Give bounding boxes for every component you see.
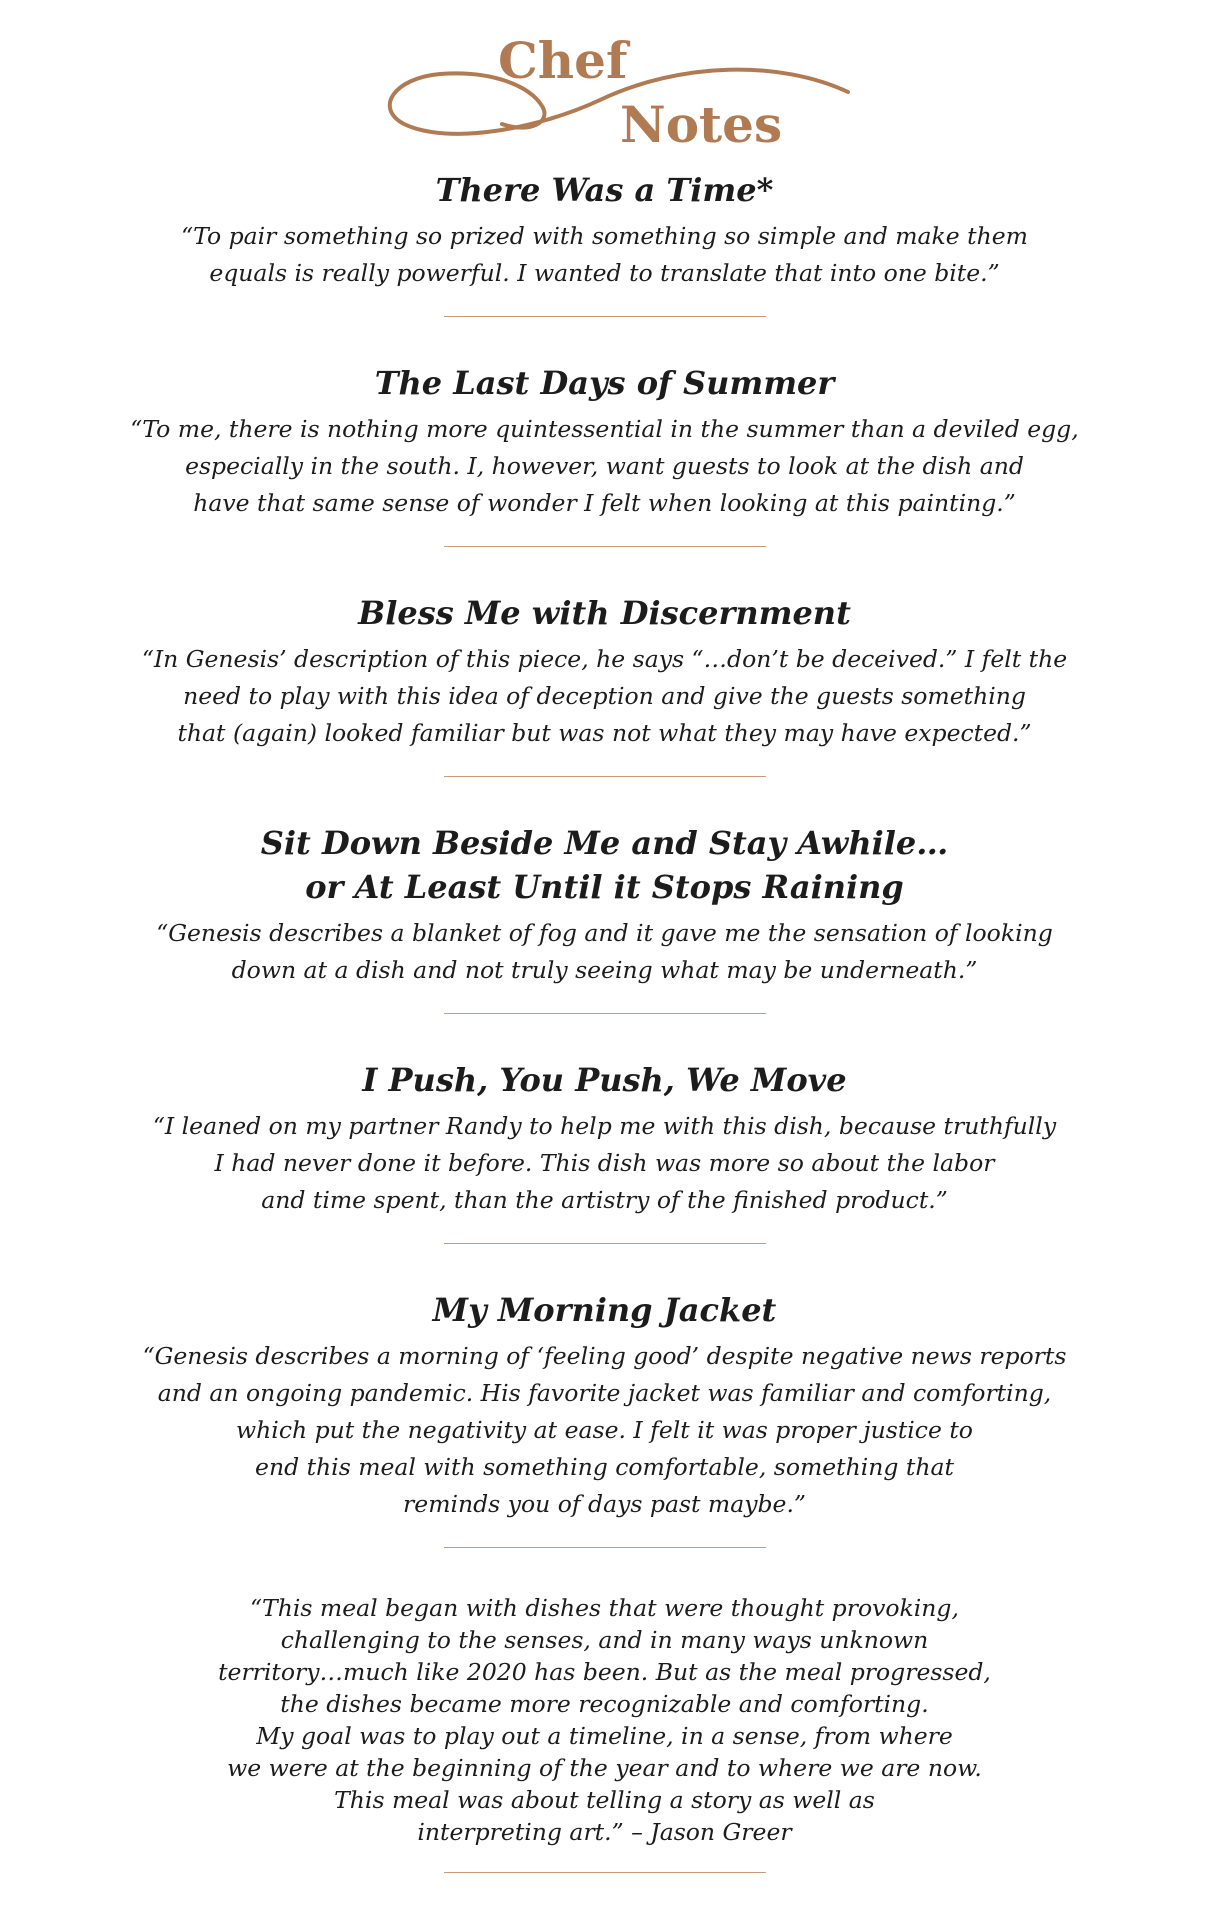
dish-title [0, 1288, 1209, 1332]
section-divider [444, 1872, 766, 1873]
note-section [0, 821, 1209, 1014]
dish-title-line: Sit Down Beside Me and Stay Awhile… [260, 824, 949, 862]
quote-line: have that same sense of wonder I felt when looking at this painting.” [193, 489, 1016, 517]
closing-section [0, 1592, 1209, 1873]
dish-title [0, 168, 1209, 212]
quote-line: “To me, there is nothing more quintessential in the summer than a deviled egg, [130, 415, 1079, 443]
quote-line: “Genesis describes a morning of ‘feeling good’ despite negative news reports [142, 1342, 1067, 1370]
quote-line: “I leaned on my partner Randy to help me with this dish, because truthfully [152, 1112, 1057, 1140]
note-section [0, 1058, 1209, 1244]
closing-line: we were at the beginning of the year and to where we are now. [227, 1754, 982, 1782]
chef-quote [0, 1338, 1209, 1523]
quote-line: reminds you of days past maybe.” [403, 1490, 806, 1518]
quote-line: need to play with this idea of deception and give the guests something [183, 682, 1026, 710]
chef-quote [0, 411, 1209, 522]
quote-line: and time spent, than the artistry of the finished product.” [261, 1186, 948, 1214]
section-divider [444, 546, 766, 547]
dish-title-line: The Last Days of Summer [374, 364, 835, 402]
chef-quote [0, 641, 1209, 752]
dish-title-line: or At Least Until it Stops Raining [305, 868, 904, 906]
closing-line: the dishes became more recognizable and comforting. [280, 1690, 929, 1718]
closing-line: interpreting art.” – Jason Greer [417, 1818, 792, 1846]
quote-line: “Genesis describes a blanket of fog and it gave me the sensation of looking [156, 919, 1053, 947]
note-section [0, 168, 1209, 317]
note-section [0, 1288, 1209, 1548]
dish-title-line: My Morning Jacket [432, 1291, 777, 1329]
section-divider [444, 1547, 766, 1548]
section-divider [444, 1243, 766, 1244]
dish-title-line: There Was a Time* [435, 171, 774, 209]
quote-line: I had never done it before. This dish was more so about the labor [214, 1149, 995, 1177]
quote-line: equals is really powerful. I wanted to translate that into one bite.” [209, 259, 1000, 287]
quote-line: that (again) looked familiar but was not what they may have expected.” [177, 719, 1032, 747]
note-section [0, 361, 1209, 547]
quote-line: and an ongoing pandemic. His favorite jacket was familiar and comforting, [157, 1379, 1052, 1407]
section-divider [444, 316, 766, 317]
dish-title [0, 361, 1209, 405]
dish-title-line: I Push, You Push, We Move [362, 1061, 847, 1099]
closing-quote [0, 1592, 1209, 1848]
chef-notes-content [0, 168, 1209, 1873]
section-divider [444, 776, 766, 777]
section-divider [444, 1013, 766, 1014]
quote-line: end this meal with something comfortable, something that [255, 1453, 954, 1481]
quote-line: which put the negativity at ease. I felt it was proper justice to [236, 1416, 973, 1444]
dish-title [0, 1058, 1209, 1102]
closing-line: “This meal began with dishes that were thought provoking, [250, 1594, 959, 1622]
chef-quote [0, 218, 1209, 292]
chef-quote [0, 1108, 1209, 1219]
closing-line: This meal was about telling a story as well as [334, 1786, 875, 1814]
closing-line: territory…much like 2020 has been. But as the meal progressed, [218, 1658, 991, 1686]
quote-line: especially in the south. I, however, want guests to look at the dish and [185, 452, 1024, 480]
note-section [0, 591, 1209, 777]
dish-title [0, 821, 1209, 909]
quote-line: “To pair something so prized with something so simple and make them [181, 222, 1028, 250]
quote-line: down at a dish and not truly seeing what may be underneath.” [231, 956, 978, 984]
quote-line: “In Genesis’ description of this piece, he says “…don’t be deceived.” I felt the [141, 645, 1068, 673]
chef-notes-logo [380, 22, 860, 152]
dish-title-line: Bless Me with Discernment [358, 594, 851, 632]
chef-quote [0, 915, 1209, 989]
closing-line: My goal was to play out a timeline, in a sense, from where [256, 1722, 953, 1750]
dish-title [0, 591, 1209, 635]
logo-word-notes: Notes [620, 95, 783, 154]
logo-word-chef: Chef [498, 31, 628, 90]
closing-line: challenging to the senses, and in many ways unknown [280, 1626, 929, 1654]
